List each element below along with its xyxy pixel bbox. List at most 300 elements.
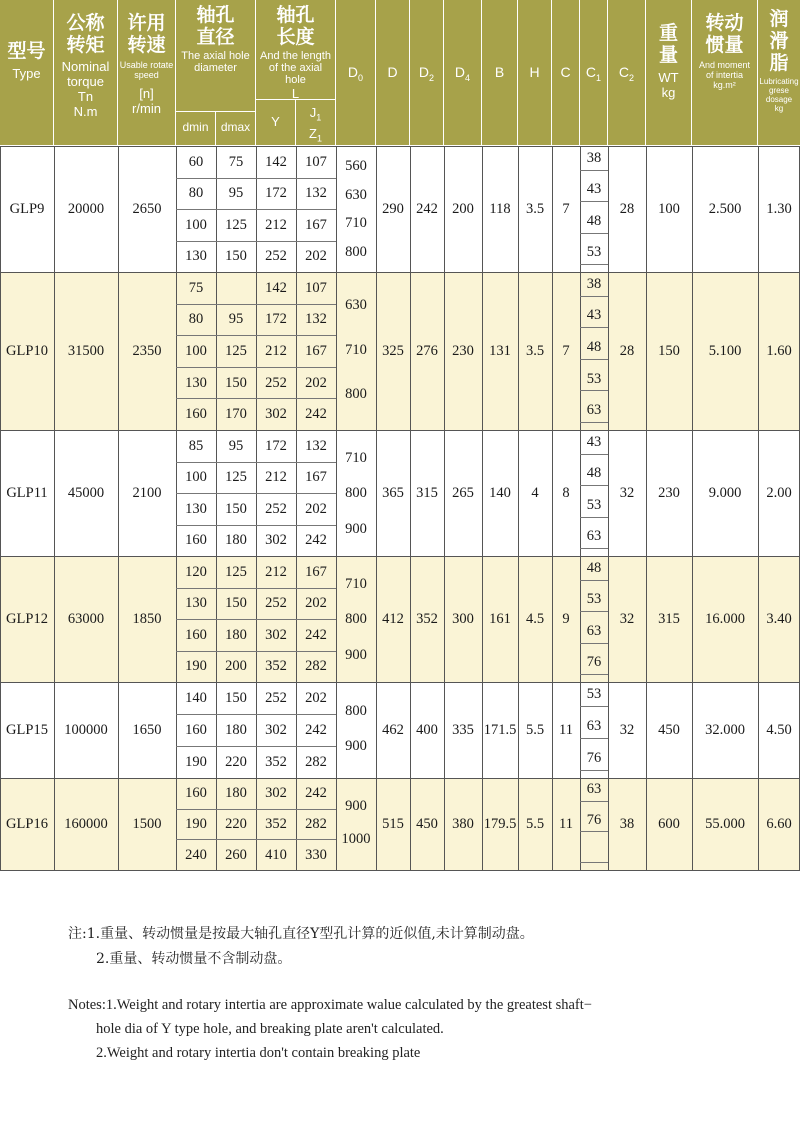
cell-bore: 132 (305, 185, 327, 202)
cell-c1: 63 (586, 528, 602, 545)
cell-c1: 48 (586, 339, 602, 355)
cell-bore: 125 (225, 343, 247, 359)
cell-b: 140 (489, 485, 511, 501)
cell-bore: 240 (185, 846, 207, 863)
cell-bore: 130 (185, 248, 207, 265)
cell-d0: 800 (345, 243, 367, 260)
c1-row-line (580, 422, 608, 423)
cell-bore: 107 (305, 279, 327, 296)
cell-d: 412 (382, 611, 404, 627)
cell-c1: 76 (586, 750, 602, 766)
cell-d0: 630 (345, 186, 367, 203)
cell-bore: 107 (305, 153, 327, 170)
cell-c: 8 (562, 485, 570, 501)
cell-tn: 31500 (67, 343, 105, 359)
cell-c: 9 (562, 611, 570, 627)
cell-c2: 32 (619, 611, 635, 627)
cell-bore: 160 (185, 532, 207, 549)
cell-bore: 95 (228, 437, 244, 454)
cell-d2: 450 (416, 816, 438, 832)
cell-tn: 20000 (67, 201, 105, 217)
c1-row-line (580, 201, 608, 202)
header-z (296, 126, 335, 146)
cell-c1: 53 (586, 591, 602, 608)
cell-c2: 32 (619, 485, 635, 501)
c1-row-line (580, 548, 608, 549)
bore-row-line (176, 619, 336, 620)
header-torque-unit: N.m (73, 104, 98, 119)
header-torque-en: Nominal torque (61, 59, 110, 89)
cell-lube: 1.30 (766, 201, 792, 217)
cell-bore: 282 (305, 754, 327, 770)
cell-c1: 76 (586, 654, 602, 671)
cell-bore: 95 (228, 311, 244, 328)
cell-bore: 125 (225, 216, 247, 233)
cell-bore: 167 (305, 563, 327, 580)
cell-bore: 212 (265, 469, 287, 486)
cell-bore: 302 (265, 785, 287, 802)
cell-bore: 150 (225, 500, 247, 517)
header-bore-en: The axial hole diameter (181, 50, 250, 74)
cell-h: 4.5 (525, 611, 545, 627)
cell-bore: 132 (305, 437, 327, 454)
bore-row-line (176, 493, 336, 494)
cell-tn: 45000 (67, 485, 105, 501)
header-type-zh: 型号 (7, 40, 46, 62)
cell-d0: 900 (345, 520, 367, 537)
header-bore (176, 0, 256, 112)
bore-row-line (176, 335, 336, 336)
cell-n: 2100 (132, 485, 162, 501)
cell-bore: 242 (305, 532, 327, 549)
cell-bore: 202 (305, 595, 327, 612)
header-dmax (216, 112, 256, 146)
c1-row-line (580, 738, 608, 739)
cell-d: 462 (382, 722, 404, 738)
cell-b: 179.5 (483, 816, 517, 832)
cell-bore: 220 (225, 754, 247, 770)
cell-d: 515 (382, 816, 404, 832)
c1-row-line (580, 390, 608, 391)
cell-bore: 252 (265, 374, 287, 391)
cell-bore: 180 (225, 785, 247, 802)
bore-row-line (176, 241, 336, 242)
cell-d4: 335 (452, 722, 474, 738)
header-speed-zh: 许用转速 (127, 12, 166, 56)
header-c2-sub: 2 (629, 73, 635, 84)
header-type-en: Type (12, 66, 41, 81)
header-d2-label: D (418, 64, 430, 80)
header-d4-label: D (454, 64, 466, 80)
cell-c1: 63 (586, 622, 602, 639)
c1-row-line (580, 264, 608, 265)
cell-d4: 300 (452, 611, 474, 627)
cell-lube: 6.60 (766, 816, 792, 832)
cell-d4: 265 (452, 485, 474, 501)
cell-bore: 242 (305, 626, 327, 643)
bore-row-line (176, 714, 336, 715)
cell-lube: 2.00 (766, 485, 792, 501)
cell-bore: 172 (265, 437, 287, 454)
cell-b: 131 (489, 343, 511, 359)
cell-d: 365 (382, 485, 404, 501)
header-b (482, 0, 518, 146)
cell-n: 2350 (132, 343, 162, 359)
cell-bore: 125 (225, 563, 247, 580)
cell-type: GLP12 (6, 611, 48, 627)
header-d4 (444, 0, 482, 146)
header-dmin-label: dmin (182, 120, 209, 134)
cell-c1: 43 (586, 181, 602, 198)
cell-h: 3.5 (525, 343, 545, 359)
cell-bore: 260 (225, 846, 247, 863)
cell-bore: 75 (228, 153, 244, 170)
cell-bore: 130 (185, 374, 207, 391)
cell-tn: 63000 (67, 611, 105, 627)
grid-vline (336, 778, 337, 870)
cell-bore: 202 (305, 374, 327, 391)
header-c2-label: C (618, 64, 630, 80)
cell-bore: 352 (265, 754, 287, 770)
header-length-zh: 轴孔长度 (276, 4, 315, 48)
header-weight (646, 0, 692, 146)
header-d2-sub: 2 (429, 73, 435, 84)
cell-bore: 85 (188, 437, 204, 454)
header-z-label: Z (309, 125, 317, 141)
cell-bore: 160 (185, 785, 207, 802)
cell-wt: 150 (658, 343, 680, 359)
note-en-1a: Notes:1.Weight and rotary intertia are approximate walue calculated by the greatest shaft− (68, 997, 592, 1013)
cell-bore: 167 (305, 216, 327, 233)
bore-row-line (176, 525, 336, 526)
cell-bore: 200 (225, 658, 247, 675)
cell-lube: 1.60 (766, 343, 792, 359)
header-h-label: H (529, 64, 540, 80)
header-inertia (692, 0, 758, 146)
cell-d2: 315 (416, 485, 438, 501)
cell-tn: 100000 (64, 722, 108, 738)
cell-bore: 282 (305, 816, 327, 832)
cell-bore: 130 (185, 500, 207, 517)
cell-c: 7 (562, 343, 570, 359)
cell-d0: 1000 (341, 831, 371, 848)
note-en-1b: hole dia of Y type hole, and breaking plate aren't calculated. (96, 1021, 444, 1037)
cell-d0: 710 (345, 576, 367, 593)
cell-bore: 130 (185, 595, 207, 612)
c1-row-line (580, 580, 608, 581)
header-c1-label: C (585, 64, 597, 80)
cell-d2: 352 (416, 611, 438, 627)
header-speed-unit: r/min (132, 101, 161, 116)
cell-bore: 180 (225, 722, 247, 738)
cell-c2: 28 (619, 343, 635, 359)
cell-bore: 242 (305, 722, 327, 738)
cell-c2: 32 (619, 722, 635, 738)
cell-bore: 302 (265, 532, 287, 549)
cell-bore: 302 (265, 406, 287, 423)
cell-d0: 900 (345, 798, 367, 815)
header-h (518, 0, 552, 146)
cell-bore: 140 (185, 690, 207, 706)
header-speed (118, 0, 176, 146)
cell-inertia: 9.000 (708, 485, 742, 501)
cell-bore: 410 (265, 846, 287, 863)
cell-c1: 63 (586, 781, 602, 798)
cell-bore: 212 (265, 343, 287, 359)
cell-d4: 380 (452, 816, 474, 832)
cell-bore: 75 (188, 279, 204, 296)
cell-bore: 252 (265, 500, 287, 517)
header-type (0, 0, 54, 146)
cell-wt: 450 (658, 722, 680, 738)
cell-bore: 252 (265, 248, 287, 265)
cell-wt: 230 (658, 485, 680, 501)
cell-bore: 150 (225, 248, 247, 265)
bore-row-line (176, 588, 336, 589)
header-j (296, 105, 335, 126)
cell-bore: 252 (265, 690, 287, 706)
header-y-label: Y (271, 114, 280, 129)
cell-bore: 302 (265, 626, 287, 643)
cell-c: 11 (559, 816, 573, 832)
header-c-label: C (560, 64, 571, 80)
c1-row-line (580, 233, 608, 234)
cell-type: GLP9 (9, 201, 45, 217)
header-lube (758, 0, 800, 146)
cell-bore: 150 (225, 595, 247, 612)
note-zh-1: 注:1.重量、转动惯量是按最大轴孔直径Y型孔计算的近似值,未计算制动盘。 (68, 926, 534, 942)
header-d (376, 0, 410, 146)
bore-row-line (176, 651, 336, 652)
cell-bore: 80 (188, 185, 204, 202)
header-length-en: And the length of the axial hole (260, 50, 331, 86)
cell-bore: 180 (225, 626, 247, 643)
cell-bore: 202 (305, 248, 327, 265)
bore-row-line (176, 367, 336, 368)
cell-d2: 400 (416, 722, 438, 738)
header-torque-sym: Tn (77, 89, 94, 104)
bore-row-line (176, 809, 336, 810)
header-inertia-zh: 转动惯量 (705, 12, 744, 56)
cell-bore: 202 (305, 500, 327, 517)
header-inertia-unit: kg.m² (713, 80, 736, 90)
cell-inertia: 2.500 (708, 201, 742, 217)
cell-c2: 28 (619, 201, 635, 217)
c1-row-line (580, 611, 608, 612)
cell-c1: 38 (586, 149, 602, 166)
cell-bore: 95 (228, 185, 244, 202)
cell-c: 7 (562, 201, 570, 217)
cell-wt: 100 (658, 201, 680, 217)
grid-vline (336, 682, 337, 778)
header-d2 (410, 0, 444, 146)
header-c2 (608, 0, 646, 146)
cell-c1: 48 (586, 212, 602, 229)
c1-row-line (580, 296, 608, 297)
cell-c1: 63 (586, 718, 602, 734)
cell-tn: 160000 (64, 816, 108, 832)
cell-bore: 100 (185, 343, 207, 359)
cell-bore: 167 (305, 469, 327, 486)
header-bore-zh: 轴孔直径 (196, 4, 235, 48)
cell-bore: 160 (185, 406, 207, 423)
cell-inertia: 16.000 (705, 611, 745, 627)
cell-bore: 60 (188, 153, 204, 170)
header-dmax-label: dmax (220, 120, 251, 134)
header-torque (54, 0, 118, 146)
cell-d: 325 (382, 343, 404, 359)
header-inertia-en: And moment of intertia (698, 60, 751, 80)
cell-bore: 330 (305, 846, 327, 863)
cell-bore: 150 (225, 374, 247, 391)
bore-row-line (176, 209, 336, 210)
header-z-sub: 1 (316, 133, 322, 144)
c1-row-line (580, 643, 608, 644)
cell-c1: 63 (586, 402, 602, 419)
cell-inertia: 55.000 (705, 816, 745, 832)
header-speed-en: Usable rotate speed (119, 60, 174, 80)
bore-row-line (176, 304, 336, 305)
cell-d0: 800 (345, 611, 367, 628)
cell-c1: 43 (586, 433, 602, 450)
cell-bore: 190 (185, 658, 207, 675)
header-dmin (176, 112, 216, 146)
c1-row-line (580, 831, 608, 832)
cell-bore: 100 (185, 216, 207, 233)
cell-d0: 800 (345, 385, 367, 402)
header-d0-label: D (347, 64, 359, 80)
c1-row-line (580, 706, 608, 707)
cell-d4: 200 (452, 201, 474, 217)
cell-h: 4 (531, 485, 539, 501)
bore-row-line (176, 178, 336, 179)
cell-c1: 53 (586, 496, 602, 513)
c1-row-line (580, 327, 608, 328)
cell-h: 3.5 (525, 201, 545, 217)
header-length-sym: L (291, 86, 300, 100)
cell-bore: 352 (265, 816, 287, 832)
grid-left-border (0, 146, 1, 870)
cell-inertia: 5.100 (708, 343, 742, 359)
bore-row-line (176, 746, 336, 747)
header-b-label: B (494, 64, 505, 80)
cell-n: 2650 (132, 201, 162, 217)
cell-c1: 48 (586, 465, 602, 482)
header-weight-unit: kg (661, 85, 676, 100)
cell-c1: 53 (586, 370, 602, 387)
cell-d0: 710 (345, 215, 367, 232)
cell-c1: 43 (586, 307, 602, 324)
cell-type: GLP16 (6, 816, 48, 832)
header-j-label: J (309, 105, 317, 120)
cell-bore: 212 (265, 563, 287, 580)
cell-inertia: 32.000 (705, 722, 745, 738)
note-zh-2: 2.重量、转动惯量不含制动盘。 (96, 951, 292, 967)
c1-row-line (580, 674, 608, 675)
cell-bore: 190 (185, 754, 207, 770)
header-speed-sym: [n] (139, 86, 154, 101)
cell-bore: 302 (265, 722, 287, 738)
cell-bore: 202 (305, 690, 327, 706)
cell-bore: 100 (185, 469, 207, 486)
notes-section (0, 870, 800, 1125)
c1-row-line (580, 359, 608, 360)
cell-d0: 900 (345, 646, 367, 663)
header-d0 (336, 0, 376, 146)
cell-bore: 160 (185, 722, 207, 738)
cell-type: GLP11 (6, 485, 48, 501)
header-y (256, 100, 296, 146)
cell-d0: 800 (345, 703, 367, 720)
header-lube-unit: kg (774, 104, 784, 113)
c1-row-line (580, 770, 608, 771)
cell-bore: 150 (225, 690, 247, 706)
cell-bore: 242 (305, 785, 327, 802)
cell-bore: 125 (225, 469, 247, 486)
cell-wt: 600 (658, 816, 680, 832)
cell-bore: 142 (265, 153, 287, 170)
cell-bore: 212 (265, 216, 287, 233)
cell-c1: 53 (586, 244, 602, 261)
header-weight-zh: 重量 (658, 22, 678, 66)
cell-b: 161 (489, 611, 511, 627)
cell-d0: 710 (345, 450, 367, 467)
header-c1 (580, 0, 608, 146)
cell-d0: 560 (345, 158, 367, 175)
header-jz (296, 100, 336, 146)
cell-d0: 800 (345, 485, 367, 502)
bore-row-line (176, 839, 336, 840)
cell-d0: 900 (345, 737, 367, 754)
cell-bore: 180 (225, 532, 247, 549)
header-length (256, 0, 336, 100)
cell-bore: 172 (265, 185, 287, 202)
bore-row-line (176, 462, 336, 463)
cell-c: 11 (559, 722, 573, 738)
cell-n: 1500 (132, 816, 162, 832)
c1-row-line (580, 485, 608, 486)
cell-b: 171.5 (483, 722, 517, 738)
header-j-sub: 1 (316, 112, 322, 123)
cell-lube: 3.40 (766, 611, 792, 627)
cell-bore: 142 (265, 279, 287, 296)
cell-c1: 38 (586, 275, 602, 292)
cell-bore: 172 (265, 311, 287, 328)
cell-bore: 167 (305, 343, 327, 359)
cell-c2: 38 (619, 816, 635, 832)
cell-lube: 4.50 (766, 722, 792, 738)
cell-d0: 710 (345, 341, 367, 358)
header-c (552, 0, 580, 146)
cell-bore: 160 (185, 626, 207, 643)
cell-bore: 80 (188, 311, 204, 328)
header-torque-zh: 公称转矩 (66, 12, 105, 56)
cell-bore: 352 (265, 658, 287, 675)
cell-c1: 48 (586, 559, 602, 576)
cell-b: 118 (489, 201, 511, 217)
cell-bore: 132 (305, 311, 327, 328)
cell-d2: 276 (416, 343, 438, 359)
cell-bore: 242 (305, 406, 327, 423)
cell-n: 1850 (132, 611, 162, 627)
note-en-2: 2.Weight and rotary intertia don't contain breaking plate (96, 1045, 421, 1061)
header-lube-zh: 润滑脂 (769, 8, 789, 74)
header-c1-sub: 1 (596, 73, 602, 84)
cell-bore: 190 (185, 816, 207, 832)
cell-d4: 230 (452, 343, 474, 359)
cell-h: 5.5 (525, 816, 545, 832)
cell-bore: 120 (185, 563, 207, 580)
